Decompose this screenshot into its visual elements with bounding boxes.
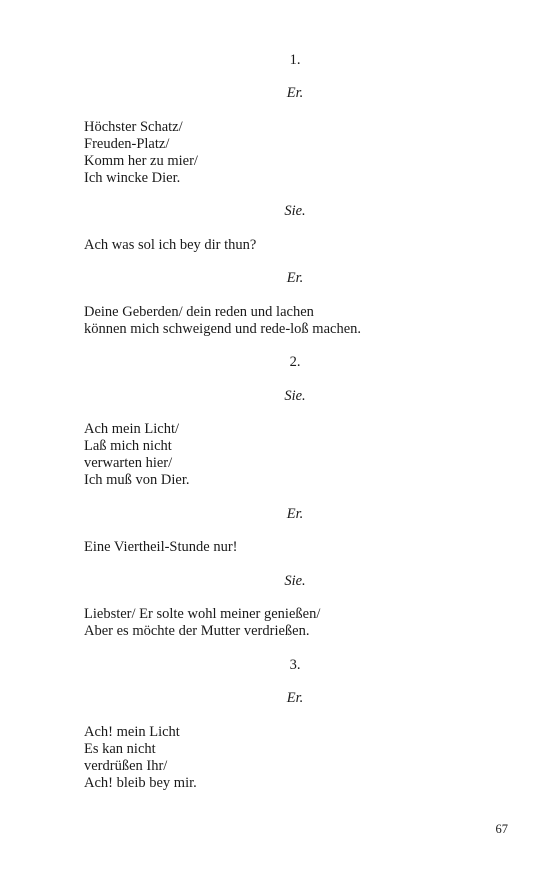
verse-line: Liebster/ Er solte wohl meiner genießen/: [84, 606, 321, 622]
speaker-label: Sie.: [284, 203, 306, 219]
verse-line: Ach! mein Licht: [84, 724, 180, 740]
verse-line: Höchster Schatz/: [84, 119, 183, 135]
speaker-label: Er.: [286, 85, 304, 101]
stanza-number-2: 2.: [289, 354, 301, 370]
verse-line: Komm her zu mier/: [84, 153, 198, 169]
verse-line: können mich schweigend und rede-loß machen.: [84, 321, 362, 337]
verse-line: Laß mich nicht: [84, 438, 172, 454]
verse-block: [84, 606, 320, 640]
verse-line: Ach was sol ich bey dir thun?: [84, 237, 257, 253]
speaker-label: Er.: [286, 270, 304, 286]
stanza-number-3: 3.: [289, 657, 301, 673]
verse-block: [84, 237, 256, 254]
page-number: 67: [495, 822, 508, 836]
speaker-label: Sie.: [284, 573, 306, 589]
verse-block: [84, 539, 238, 556]
speaker-label: Er.: [286, 690, 304, 706]
verse-block: [84, 421, 190, 489]
verse-line: Ich muß von Dier.: [84, 472, 190, 488]
verse-line: Freuden-Platz/: [84, 136, 170, 152]
verse-block: [84, 119, 198, 187]
verse-line: Deine Geberden/ dein reden und lachen: [84, 304, 314, 320]
verse-block: [84, 724, 197, 792]
verse-line: Es kan nicht: [84, 741, 156, 757]
verse-line: Eine Viertheil-Stunde nur!: [84, 539, 238, 555]
speaker-label: Er.: [286, 506, 304, 522]
verse-line: Ich wincke Dier.: [84, 170, 181, 186]
verse-line: verdrüßen Ihr/: [84, 758, 168, 774]
verse-line: verwarten hier/: [84, 455, 173, 471]
verse-line: Aber es möchte der Mutter verdrießen.: [84, 623, 310, 639]
verse-block: [84, 304, 361, 338]
speaker-label: Sie.: [284, 388, 306, 404]
stanza-number-1: 1.: [289, 52, 301, 68]
verse-line: Ach! bleib bey mir.: [84, 775, 197, 791]
verse-line: Ach mein Licht/: [84, 421, 180, 437]
